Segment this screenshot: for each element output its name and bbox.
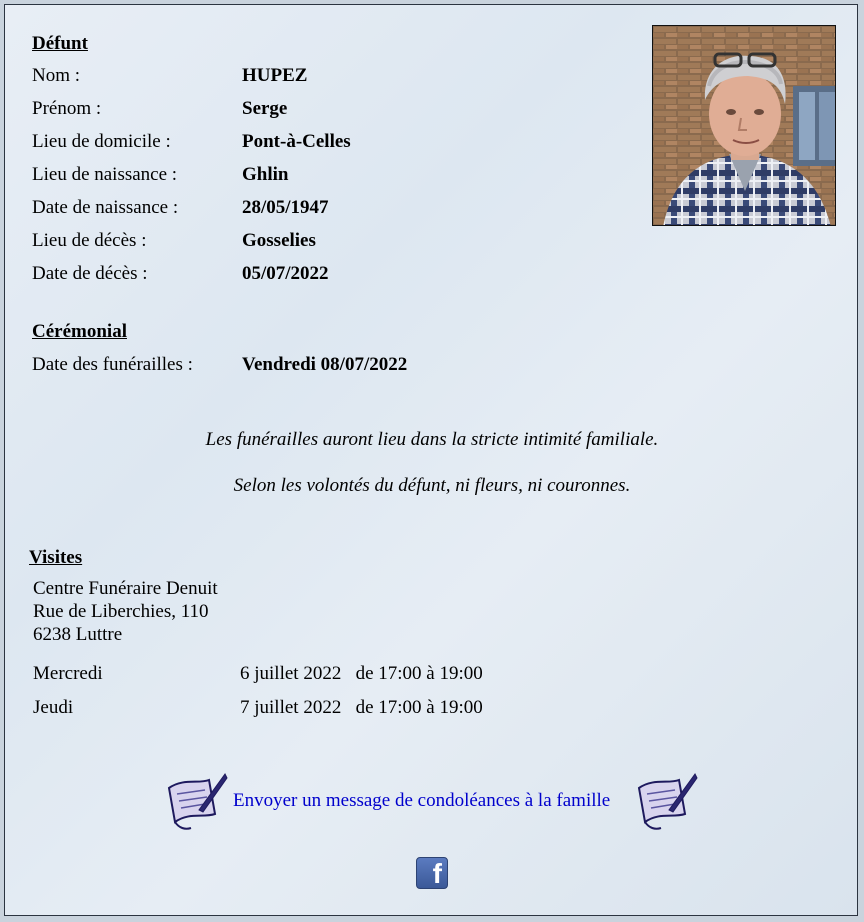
field-value: 05/07/2022: [242, 263, 329, 284]
visit-hours: de 17:00 à 19:00: [355, 663, 483, 684]
field-value: Gosselies: [242, 230, 316, 251]
field-domicile: [32, 130, 432, 154]
condolences-row: [165, 770, 705, 832]
address-line: 6238 Luttre: [33, 624, 123, 645]
field-label: Lieu de domicile :: [32, 131, 171, 152]
field-value: Ghlin: [242, 164, 289, 185]
ceremonial-title: Cérémonial: [32, 321, 127, 342]
field-date-naissance: [32, 196, 432, 220]
field-label: Nom :: [32, 65, 81, 86]
facebook-icon[interactable]: [416, 857, 448, 889]
field-label: Lieu de décès :: [32, 230, 147, 251]
field-prenom: [32, 97, 432, 121]
obituary-card: [4, 4, 858, 916]
field-value: Pont-à-Celles: [242, 131, 351, 152]
visit-time: [240, 697, 483, 719]
visit-day: Mercredi: [33, 663, 103, 684]
portrait-image: [653, 26, 836, 226]
visit-day: Jeudi: [33, 697, 74, 718]
facebook-glyph: f: [432, 858, 442, 889]
visit-date: 6 juillet 2022: [240, 663, 342, 684]
visites-title: Visites: [29, 547, 83, 568]
field-label: Prénom :: [32, 98, 102, 119]
field-nom: [32, 64, 432, 88]
portrait-photo: [652, 25, 836, 226]
address-line: Rue de Liberchies, 110: [33, 601, 209, 622]
defunt-title: Défunt: [32, 33, 88, 54]
letter-quill-icon[interactable]: [165, 770, 229, 832]
field-lieu-naissance: [32, 163, 432, 187]
visit-date: 7 juillet 2022: [240, 697, 342, 718]
notice-fleurs: Selon les volontés du défunt, ni fleurs, ni couronnes.: [233, 475, 631, 496]
field-value: HUPEZ: [242, 65, 308, 86]
field-date-deces: [32, 262, 432, 286]
visit-time: [240, 663, 483, 685]
visit-hours: de 17:00 à 19:00: [355, 697, 483, 718]
address-line: Centre Funéraire Denuit: [33, 578, 218, 599]
field-label: Date de naissance :: [32, 197, 179, 218]
field-value: Vendredi 08/07/2022: [242, 354, 408, 375]
field-label: Date des funérailles :: [32, 354, 193, 375]
field-value: Serge: [242, 98, 288, 119]
send-condolences-link[interactable]: Envoyer un message de condoléances à la famille: [233, 790, 611, 811]
field-value: 28/05/1947: [242, 197, 329, 218]
notice-intimite: Les funérailles auront lieu dans la stricte intimité familiale.: [205, 429, 659, 450]
field-label: Date de décès :: [32, 263, 148, 284]
field-label: Lieu de naissance :: [32, 164, 178, 185]
field-funerailles: [32, 353, 532, 377]
letter-quill-icon[interactable]: [635, 770, 699, 832]
field-lieu-deces: [32, 229, 432, 253]
